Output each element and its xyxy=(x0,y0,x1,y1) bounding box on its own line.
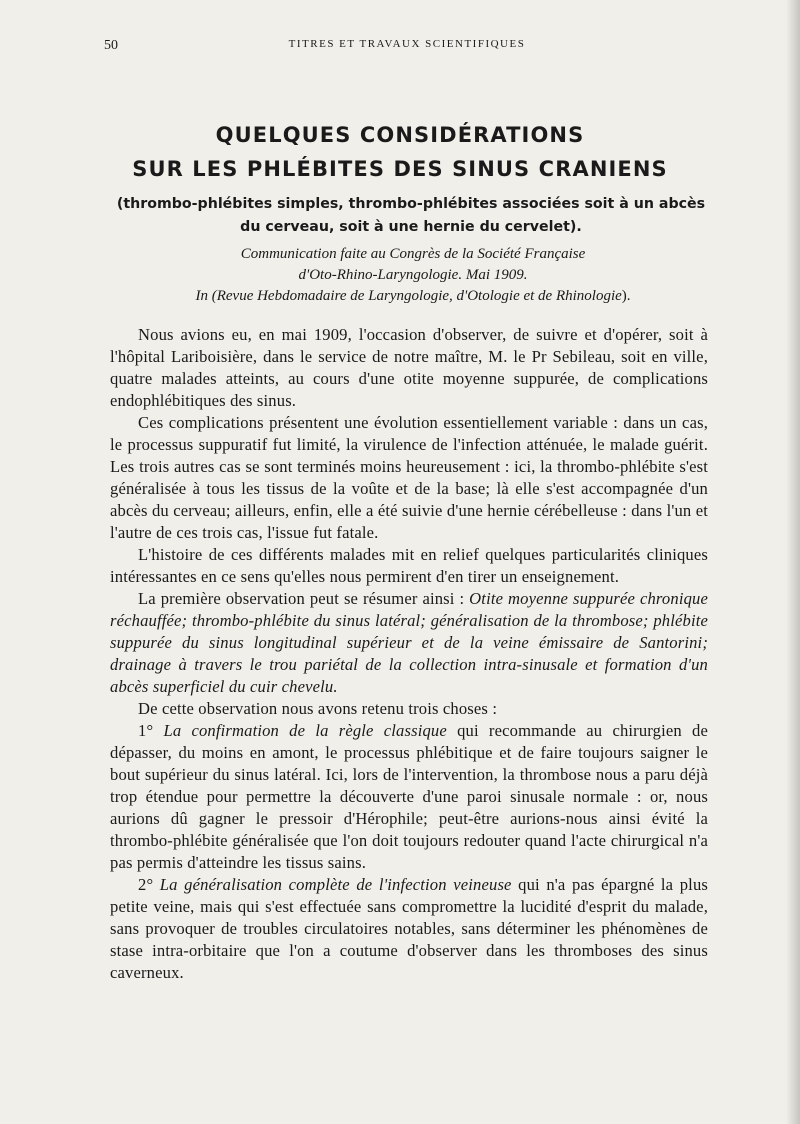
source-journal: Revue Hebdomadaire de Laryngologie, d'Otologie et de Rhinologie xyxy=(216,288,622,304)
paragraph-1: Nous avions eu, en mai 1909, l'occasion d'observer, de suivre et d'opérer, soit à l'hôpital Lariboisière, dans le service de notre maître, M. le Pr Sebileau, soit en ville, quatre malades atteints, au cours d'une otite moyenne suppurée, de complications endophlébitiques des sinus. xyxy=(110,325,708,410)
article-subtitle: (thrombo-phlébites simples, thrombo-phlébites associées soit à un abcès du cerveau, soit à une hernie du cervelet). xyxy=(116,196,706,235)
page-edge-shadow xyxy=(786,0,800,1124)
paragraph-5: De cette observation nous avons retenu trois choses : xyxy=(138,699,498,718)
communication-line-1: Communication faite au Congrès de la Société Française xyxy=(240,246,586,262)
paragraph-7 xyxy=(110,874,708,984)
paragraph-2: Ces complications présentent une évolution essentiellement variable : dans un cas, le processus suppuratif fut limité, la virulence de l'infection atténuée, le malade guérit. Les trois autres cas se sont terminés moins heureusement : ici, la thrombo-phlébite s'est généralisée à tous les tissus de la voûte et de la base; là elle s'est accompagnée d'un abcès du cerveau; ailleurs, enfin, elle a été suivie d'une hernie cérébelleuse : dans l'un et l'autre de ces trois cas, l'issue fut fatale. xyxy=(110,413,708,542)
item-1-text: qui recommande au chirurgien de dépasser, du moins en amont, le processus phlébitique et de faire toujours saigner le bout supérieur du sinus latéral. Ici, lors de l'intervention, la thrombose nous a paru déjà trop étendue pour permettre la découverte d'une paroi sinusale normale : or, nous aurions dû gagner le pressoir d'Hérophile; peut-être aurions-nous ainsi évité la thrombo-phlébite généralisée que l'on doit toujours redouter quand l'acte chirurgical n'a pas permis d'atteindre les tissus sains. xyxy=(110,721,708,872)
item-1-number: 1° xyxy=(138,721,164,740)
paragraph-4 xyxy=(110,588,708,698)
source-line xyxy=(100,286,726,307)
paragraph-6 xyxy=(110,720,708,874)
article-title-line-2: SUR LES PHLÉBITES DES SINUS CRANIENS xyxy=(132,157,668,181)
running-head xyxy=(104,38,710,56)
paragraph-4-summary: Otite moyenne suppurée chronique réchauffée; thrombo-phlébite du sinus latéral; généralisation de la thrombose; phlébite suppurée du sinus longitudinal supérieur et de la veine émissaire de Santorini; drainage à travers le trou pariétal de la collection intra-sinusale et formation d'un abcès superficiel du cuir chevelu. xyxy=(110,589,708,696)
source-prefix: In ( xyxy=(195,288,217,304)
publication-info xyxy=(100,244,726,307)
item-1-heading: La confirmation de la règle classique xyxy=(163,721,447,740)
paragraph-3: L'histoire de ces différents malades mit en relief quelques particularités cliniques intéressantes en ce sens qu'elles nous permirent d'en tirer un enseignement. xyxy=(110,545,708,586)
source-suffix: ). xyxy=(621,288,631,304)
communication-line-2: d'Oto-Rhino-Laryngologie. Mai 1909. xyxy=(298,267,528,283)
article-title xyxy=(80,118,720,186)
paragraph-4-lead: La première observation peut se résumer ainsi : xyxy=(138,589,470,608)
article-title-line-1: QUELQUES CONSIDÉRATIONS xyxy=(215,123,585,147)
item-2-text: qui n'a pas épargné la plus petite veine, mais qui s'est effectuée sans compromettre la lucidité d'esprit du malade, sans provoquer de troubles circulatoires notables, sans déterminer les phénomènes de stase intra-orbitaire que l'on a coutume d'observer dans les thromboses des sinus caverneux. xyxy=(110,875,708,982)
body-text xyxy=(110,324,708,984)
item-2-number: 2° xyxy=(138,875,160,894)
running-head-title: TITRES ET TRAVAUX SCIENTIFIQUES xyxy=(288,38,526,50)
item-2-heading: La généralisation complète de l'infection veineuse xyxy=(159,875,512,894)
page-number: 50 xyxy=(104,38,118,53)
